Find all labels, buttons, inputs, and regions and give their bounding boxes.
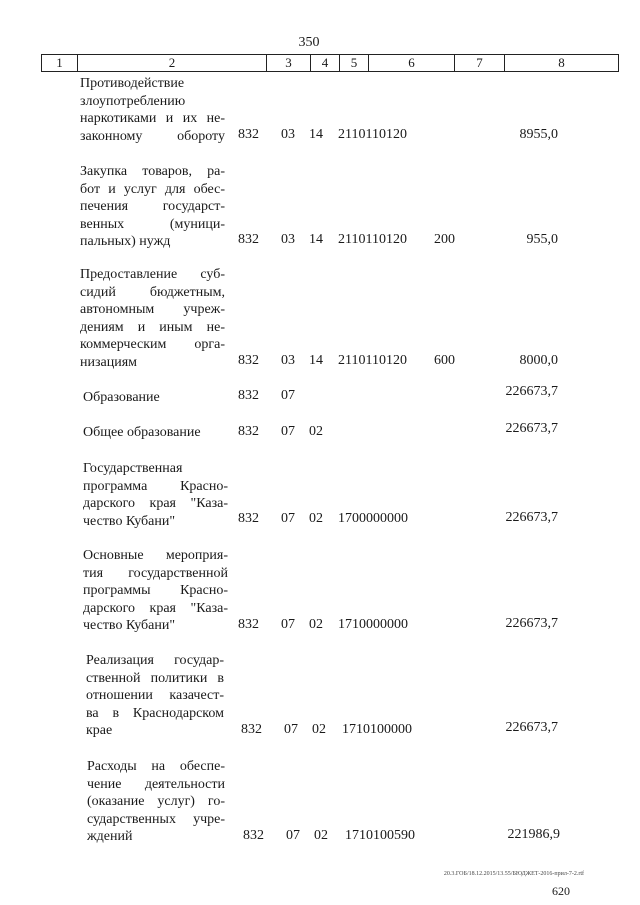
- cell-section: 07: [281, 388, 295, 403]
- cell-amount: 226673,7: [505, 421, 558, 436]
- row-name-line: дарского края "Каза-: [83, 496, 228, 511]
- cell-ved: 832: [238, 127, 259, 142]
- row-name: [87, 758, 225, 846]
- cell-section: 07: [281, 424, 295, 439]
- row-name-line: (оказание услуг) го-: [87, 794, 225, 809]
- cell-expense-type: 200: [434, 232, 455, 247]
- row-name-line: крае: [86, 723, 113, 738]
- row-name-line: программа Красно-: [83, 478, 228, 494]
- cell-section: 03: [281, 353, 295, 368]
- page-number-top: 350: [298, 35, 320, 50]
- cell-target-article: 1710000000: [338, 617, 408, 632]
- header-col-1: 1: [42, 55, 78, 71]
- cell-subsection: 14: [309, 127, 323, 142]
- cell-subsection: 14: [309, 353, 323, 368]
- row-name-line: Реализация государ-: [86, 653, 224, 668]
- row-name-line: ственной политики в: [86, 670, 224, 686]
- cell-expense-type: 600: [434, 353, 455, 368]
- row-name-line: Образование: [83, 390, 160, 405]
- row-name-line: Закупка товаров, ра-: [80, 164, 225, 179]
- cell-section: 07: [286, 828, 300, 843]
- cell-ved: 832: [238, 353, 259, 368]
- header-col-5: 5: [340, 55, 369, 71]
- cell-target-article: 2110110120: [338, 353, 407, 368]
- row-name-line: программы Красно-: [83, 583, 228, 598]
- header-col-3: 3: [267, 55, 311, 71]
- cell-subsection: 02: [314, 828, 328, 843]
- row-name-line: наркотиками и их не-: [80, 111, 225, 126]
- row-name-line: низациям: [80, 354, 138, 370]
- cell-target-article: 1700000000: [338, 511, 408, 526]
- row-name-line: чение деятельности: [87, 776, 225, 792]
- row-name-line: Противодействие: [80, 76, 185, 91]
- cell-ved: 832: [238, 388, 259, 403]
- row-name-line: законному обороту: [80, 128, 225, 144]
- footer-document-code: 20.3.ГОБ/18.12.2015/13.55/БЮДЖЕТ-2016-прил-7-2.rtf: [443, 871, 584, 877]
- row-name-line: печения государст-: [80, 199, 225, 214]
- cell-target-article: 2110110120: [338, 232, 407, 247]
- table-header-row: [41, 54, 619, 72]
- row-name-line: ва в Краснодарском: [86, 705, 224, 721]
- row-name-line: дарского края "Каза-: [83, 600, 228, 616]
- cell-amount: 955,0: [526, 232, 558, 247]
- row-name-line: сударственных учре-: [87, 811, 225, 827]
- cell-amount: 226673,7: [505, 720, 558, 735]
- cell-subsection: 02: [312, 722, 326, 737]
- row-name-line: бот и услуг для обес-: [80, 181, 225, 197]
- cell-ved: 832: [243, 828, 264, 843]
- cell-amount: 226673,7: [505, 384, 558, 399]
- row-name-line: злоупотреблению: [80, 93, 186, 109]
- row-name-line: пальных) нужд: [80, 234, 171, 249]
- cell-amount: 226673,7: [505, 616, 558, 631]
- row-name: [83, 460, 228, 530]
- cell-target-article: 2110110120: [338, 127, 407, 142]
- row-name: [83, 424, 228, 442]
- cell-subsection: 02: [309, 424, 323, 439]
- cell-ved: 832: [238, 232, 259, 247]
- cell-ved: 832: [241, 722, 262, 737]
- row-name-line: отношении казачест-: [86, 688, 224, 703]
- header-col-7: 7: [455, 55, 505, 71]
- row-name: [83, 547, 228, 635]
- header-col-6: 6: [369, 55, 455, 71]
- cell-subsection: 02: [309, 617, 323, 632]
- cell-target-article: 1710100590: [345, 828, 415, 843]
- row-name-line: автономным учреж-: [80, 302, 225, 317]
- row-name-line: ждений: [87, 829, 133, 844]
- page-number-bottom: 620: [552, 884, 570, 898]
- row-name-line: Общее образование: [83, 425, 201, 440]
- row-name: [80, 75, 225, 145]
- header-col-2: 2: [78, 55, 267, 71]
- header-col-8: 8: [558, 55, 565, 70]
- cell-subsection: 02: [309, 511, 323, 526]
- row-name-line: дениям и иным не-: [80, 319, 225, 335]
- row-name-line: чество Кубани": [83, 618, 176, 633]
- cell-section: 07: [281, 617, 295, 632]
- row-name: [80, 163, 225, 251]
- cell-subsection: 14: [309, 232, 323, 247]
- cell-section: 07: [281, 511, 295, 526]
- row-name-line: Основные мероприя-: [83, 548, 228, 563]
- row-name-line: Расходы на обеспе-: [87, 759, 225, 774]
- cell-amount: 221986,9: [507, 827, 560, 842]
- row-name-line: тия государственной: [83, 565, 228, 581]
- cell-ved: 832: [238, 617, 259, 632]
- cell-ved: 832: [238, 424, 259, 439]
- row-name: [86, 652, 224, 740]
- row-name-line: сидий бюджетным,: [80, 284, 225, 300]
- cell-section: 03: [281, 127, 295, 142]
- row-name-line: коммерческим орга-: [80, 337, 225, 352]
- cell-amount: 226673,7: [505, 510, 558, 525]
- cell-amount: 8955,0: [519, 127, 558, 142]
- cell-section: 07: [284, 722, 298, 737]
- row-name-line: Государственная: [83, 461, 183, 476]
- row-name-line: чество Кубани": [83, 513, 176, 529]
- cell-target-article: 1710100000: [342, 722, 412, 737]
- cell-ved: 832: [238, 511, 259, 526]
- row-name: [80, 266, 225, 371]
- row-name-line: Предоставление суб-: [80, 267, 225, 282]
- row-name-line: венных (муници-: [80, 216, 225, 232]
- row-name: [83, 389, 228, 407]
- header-col-4: 4: [311, 55, 340, 71]
- cell-section: 03: [281, 232, 295, 247]
- cell-amount: 8000,0: [519, 353, 558, 368]
